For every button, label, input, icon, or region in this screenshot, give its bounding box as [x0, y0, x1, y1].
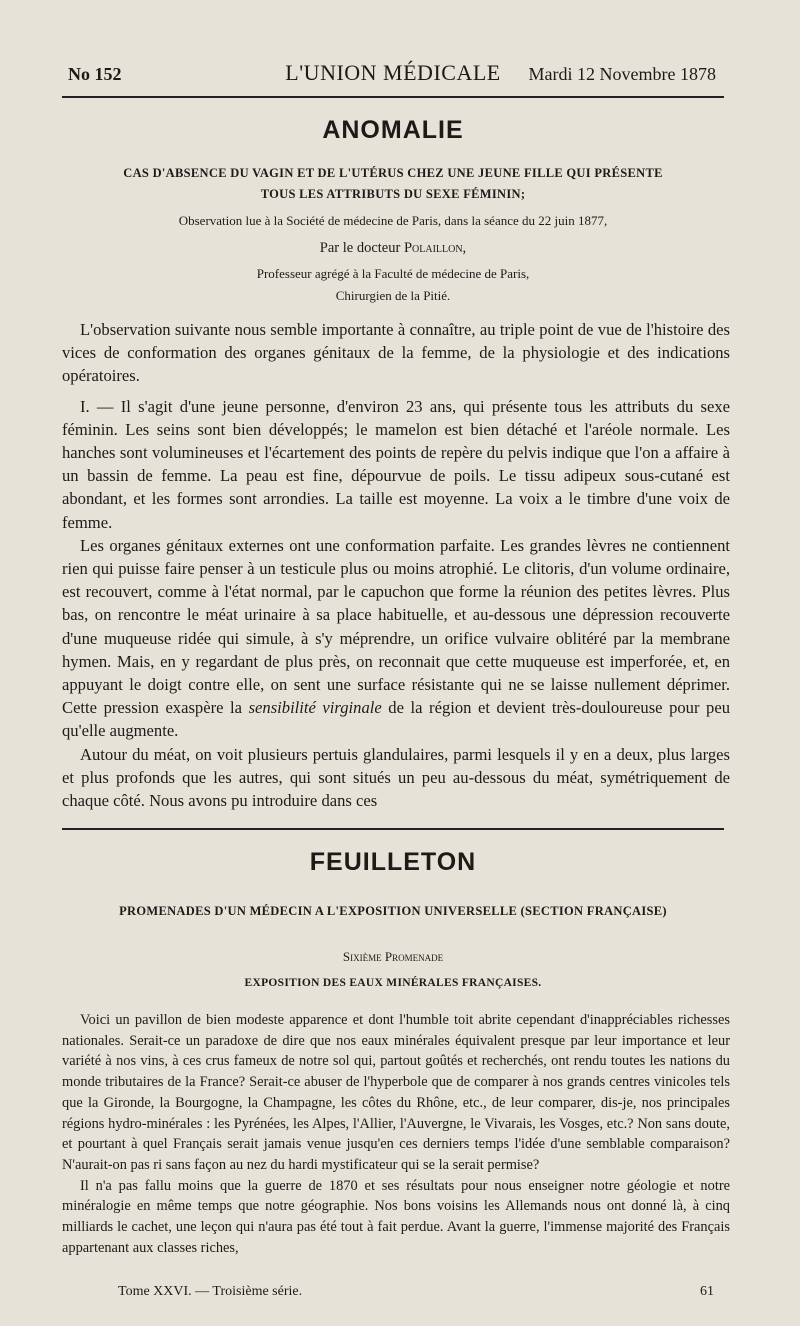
feuilleton-paragraph-1: Voici un pavillon de bien modeste apparence et dont l'humble toit abrite cependant d'inappréciables richesses nationales. Serait-ce un paradoxe de dire que nos eaux minérales équivalent presque par leur importance et leur variété à nos vins, à ces crus fameux de notre sol qui, partout goûtés et recherchés, ont rendu toutes les nations du monde tributaires de la France? Serait-ce abuser de l'hyperbole que de comparer à nos grands centres vinicoles tels que la Gironde, la Bourgogne, la Champagne, les côtes du Rhône, etc., de leur comparer, dis-je, nos principales régions hydro-minérales : les Pyrénées, les Alpes, l'Allier, l'Auvergne, le Vivarais, les Vosges, etc.? Non sans doute, et pourtant à quel Français serait jamais venue jusqu'en ces derniers temps l'idée d'une semblable comparaison? N'aurait-on pas ri sans façon au nez du hardi mystificateur qui se la serait permise?: [62, 1012, 730, 1173]
tome-info: Tome XXVI. — Troisième série.: [118, 1284, 303, 1299]
article-intro: L'observation suivante nous semble importante à connaître, au triple point de vue de l'histoire des vices de conformation des organes génitaux de la femme, de la physiologie et des indications opératoires.: [62, 320, 730, 386]
feuilleton-rule: [62, 828, 724, 830]
page-footer: [62, 1284, 724, 1304]
article-paragraph-2: Les organes génitaux externes ont une conformation parfaite. Les grandes lèvres ne contiennent rien qui puisse faire penser à un testicule plus ou moins atrophié. Le clitoris, d'un volume ordinaire, est recouvert, comme à l'état normal, par le capuchon que forme la réunion des petites lèvres. Plus bas, on rencontre le méat urinaire à sa place habituelle, et au-dessous une dépression recouverte d'une muqueuse ridée qui simule, à s'y méprendre, un orifice vulvaire oblitéré par la membrane hymen. Mais, en y regardant de plus près, on reconnait que cette muqueuse est imperforée, et, en appuyant le doigt contre elle, on sent une surface résistante qui ne se laisse nullement déprimer. Cette pression exaspère la sensibilité virginale de la région et devient très-douloureuse pour peu qu'elle augmente.: [62, 535, 731, 741]
issue-date: Mardi 12 Novembre 1878: [528, 64, 716, 84]
author-affiliation-2: Chirurgien de la Pitié.: [335, 288, 451, 303]
page-header: [62, 58, 724, 90]
feuilleton-subtitle: Sixième Promenade: [342, 949, 444, 964]
article-title-line2: TOUS LES ATTRIBUTS DU SEXE FÉMININ;: [260, 187, 526, 201]
article-body: [62, 318, 730, 812]
issue-number: No 152: [68, 64, 122, 84]
journal-title: L'UNION MÉDICALE: [285, 60, 501, 85]
author-prefix: Par le docteur: [319, 240, 404, 256]
article-paragraph-3: Autour du méat, on voit plusieurs pertuis glandulaires, parmi lesquels il y en a deux, plus larges et plus profonds que les autres, qui sont situés un peu au-dessous du méat, symétriquement de chaque côté. Nous avons pu introduire dans ces: [62, 744, 730, 811]
feuilleton-title: PROMENADES D'UN MÉDECIN A L'EXPOSITION UNIVERSELLE (SECTION FRANÇAISE): [119, 904, 667, 918]
feuilleton-body: [62, 1010, 730, 1258]
section-title-feuilleton: FEUILLETON: [309, 848, 477, 876]
header-rule: [62, 96, 724, 98]
author-affiliation-1: Professeur agrégé à la Faculté de médecine de Paris,: [256, 266, 530, 281]
article-paragraph-1: I. — Il s'agit d'une jeune personne, d'environ 23 ans, qui présente tous les attributs du sexe féminin. Les seins sont bien développés; le mamelon est bien détaché et l'aréole normale. Les hanches sont volumineuses et l'écartement des points de repère du pelvis indique que l'on a affaire à un bassin de femme. La peau est fine, dépourvue de poils. Le tissu adipeux sous-cutané est abondant, et les formes sont arrondies. La taille est moyenne. La voix a le timbre d'une voix de femme.: [62, 396, 730, 532]
section-title-anomalie: ANOMALIE: [322, 116, 464, 144]
author-name: Polaillon,: [403, 240, 467, 256]
feuilleton-paragraph-2: Il n'a pas fallu moins que la guerre de 1870 et ses résultats pour nous enseigner notre géologie et notre minéralogie en même temps que notre géographie. Nos bons voisins les Allemands nous ont donné là, à cinq milliards le cachet, une leçon qui n'aura pas été tout à fait perdue. Avant la guerre, l'immense majorité des Français appartenant aux classes riches,: [62, 1177, 730, 1256]
italic-phrase: sensibilité virginale: [248, 698, 382, 718]
observation-note: Observation lue à la Société de médecine de Paris, dans la séance du 22 juin 1877,: [178, 213, 608, 228]
page-number: 61: [700, 1284, 714, 1299]
feuilleton-topic: EXPOSITION DES EAUX MINÉRALES FRANÇAISES.: [244, 977, 542, 989]
article-title-line1: CAS D'ABSENCE DU VAGIN ET DE L'UTÉRUS CHEZ UNE JEUNE FILLE QUI PRÉSENTE: [123, 166, 663, 180]
author-line: [62, 237, 724, 259]
